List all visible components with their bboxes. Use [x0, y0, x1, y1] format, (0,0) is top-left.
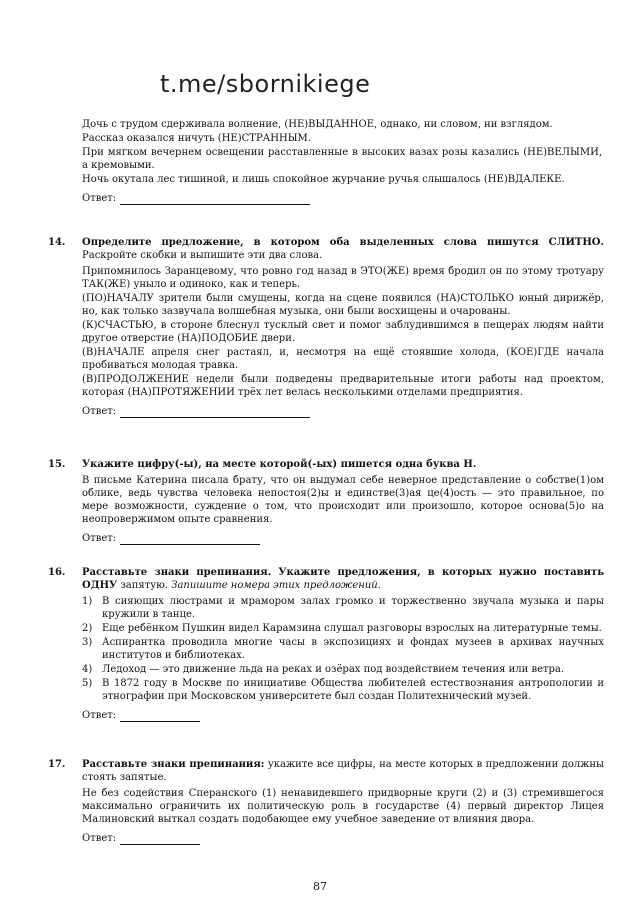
answer-line[interactable]: [120, 712, 200, 722]
question-normal: укажите все цифры, на месте которых в предложении должны стоять запятые.: [82, 759, 605, 783]
item-text: Еще ребёнком Пушкин видел Карамзина слушал разговоры взрослых на литературные темы.: [102, 623, 602, 634]
task-paragraph: (ПО)НАЧАЛУ зрители были смущены, когда на сцене появился (НА)СТОЛЬКО юный дирижёр, но, как только зазвучала волшебная музыка, они были восхищены и очарованы.: [82, 293, 604, 317]
answer-label: Ответ:: [82, 833, 117, 844]
task-16: [48, 566, 604, 722]
watermark: t.me/sbornikiege: [160, 70, 371, 98]
task-question: [82, 236, 604, 262]
top-sentences-block: [82, 118, 602, 205]
answer-row: [82, 192, 602, 205]
task-number: 16.: [48, 567, 66, 578]
question-bold: Расставьте знаки препинания. Укажите предложения, в которых нужно поставить ОДНУ: [82, 567, 604, 591]
question-italic: Запишите номера этих предложений.: [168, 580, 381, 591]
task-15: [48, 458, 604, 545]
task-question: [82, 758, 604, 784]
task-number: 14.: [48, 237, 66, 248]
answer-line[interactable]: [120, 535, 260, 545]
item-number: 4): [82, 664, 93, 675]
task-paragraph: (К)СЧАСТЬЮ, в стороне блеснул тусклый свет и помог заблудившимся в пещерах людям найти другое отверстие (НА)ПОДОБИЕ двери.: [82, 320, 604, 344]
answer-line[interactable]: [120, 408, 310, 418]
answer-label: Ответ:: [82, 710, 117, 721]
answer-label: Ответ:: [82, 533, 117, 544]
item-text: Аспирантка проводила многие часы в экспозициях и фондах музеев в архивах научных институтов и библиотеках.: [102, 637, 604, 661]
task-paragraph: (В)ПРОДОЛЖЕНИЕ недели были подведены предварительные итоги работы над проектом, которая (НА)ПРОТЯЖЕНИИ трёх лет велась несколькими отделами предприятия.: [82, 374, 604, 398]
question-bold: Расставьте знаки препинания:: [82, 759, 265, 770]
item-text: В 1872 году в Москве по инициативе Общества любителей естествознания антропологии и этнографии при Московском университете был создан Политехнический музей.: [102, 678, 604, 702]
task-number: 17.: [48, 759, 66, 770]
question-normal: запятую.: [117, 580, 169, 591]
answer-row: [82, 532, 604, 545]
list-item: [82, 663, 604, 676]
sentence: Рассказ оказался ничуть (НЕ)СТРАННЫМ.: [82, 133, 311, 144]
item-number: 1): [82, 596, 93, 607]
list-item: [82, 595, 604, 621]
options-list: [82, 595, 604, 703]
task-number: 15.: [48, 459, 66, 470]
task-paragraph: Припомнилось Заранцевому, что ровно год назад в ЭТО(ЖЕ) время бродил он по этому тротуару ТАК(ЖЕ) уныло и одиноко, как и теперь.: [82, 266, 604, 290]
answer-line[interactable]: [120, 195, 310, 205]
item-text: В сияющих люстрами и мрамором залах громко и торжественно звучала музыка и пары кружили в танце.: [102, 596, 604, 620]
item-number: 3): [82, 637, 93, 648]
list-item: [82, 622, 604, 635]
answer-line[interactable]: [120, 835, 200, 845]
task-paragraph: Не без содействия Сперанского (1) ненавидевшего придворные круги (2) и (3) стремившегося максимально ограничить их политическую роль в государстве (4) первый директор Лицея Малиновский выткал создать подобающее ему учебное заведение от влияния двора.: [82, 788, 604, 825]
answer-row: [82, 405, 604, 418]
page-number: 87: [313, 880, 327, 893]
item-text: Ледоход — это движение льда на реках и озёрах под воздействием течения или ветра.: [102, 664, 565, 675]
question-bold: Укажите цифру(-ы), на месте которой(-ых) пишется одна буква Н.: [82, 459, 477, 470]
answer-label: Ответ:: [82, 406, 117, 417]
item-number: 2): [82, 623, 93, 634]
answer-row: [82, 832, 604, 845]
list-item: [82, 636, 604, 662]
sentence: При мягком вечернем освещении расставленные в высоких вазах розы казались (НЕ)ВЕЛЫМИ, а кремовыми.: [82, 147, 602, 171]
task-question: [82, 458, 604, 471]
task-question: [82, 566, 604, 592]
task-17: [48, 758, 604, 845]
task-paragraph: (В)НАЧАЛЕ апреля снег растаял, и, несмотря на ещё стоявшие холода, (КОЕ)ГДЕ начала пробиваться молодая травка.: [82, 347, 604, 371]
task-paragraph: В письме Катерина писала брату, что он выдумал себе неверное представление о собстве(1)ом облике, ведь чувства человека непостоя(2)ы и единстве(3)ая це(4)ость — это правильное, по мере возможности, суждение о том, что происходит или произошло, которое основа(5)о на неопровержимом опыте сравнения.: [82, 475, 604, 525]
sentence: Ночь окутала лес тишиной, и лишь спокойное журчание ручья слышалось (НЕ)ВДАЛЕКЕ.: [82, 174, 565, 185]
question-bold: Определите предложение, в котором оба выделенных слова пишутся СЛИТНО.: [82, 237, 604, 248]
answer-label: Ответ:: [82, 193, 117, 204]
task-14: [48, 236, 604, 418]
answer-row: [82, 709, 604, 722]
list-item: [82, 677, 604, 703]
item-number: 5): [82, 678, 93, 689]
sentence: Дочь с трудом сдерживала волнение, (НЕ)ВЫДАННОЕ, однако, ни словом, ни взглядом.: [82, 119, 553, 130]
question-normal: Раскройте скобки и выпишите эти два слова.: [82, 250, 323, 261]
